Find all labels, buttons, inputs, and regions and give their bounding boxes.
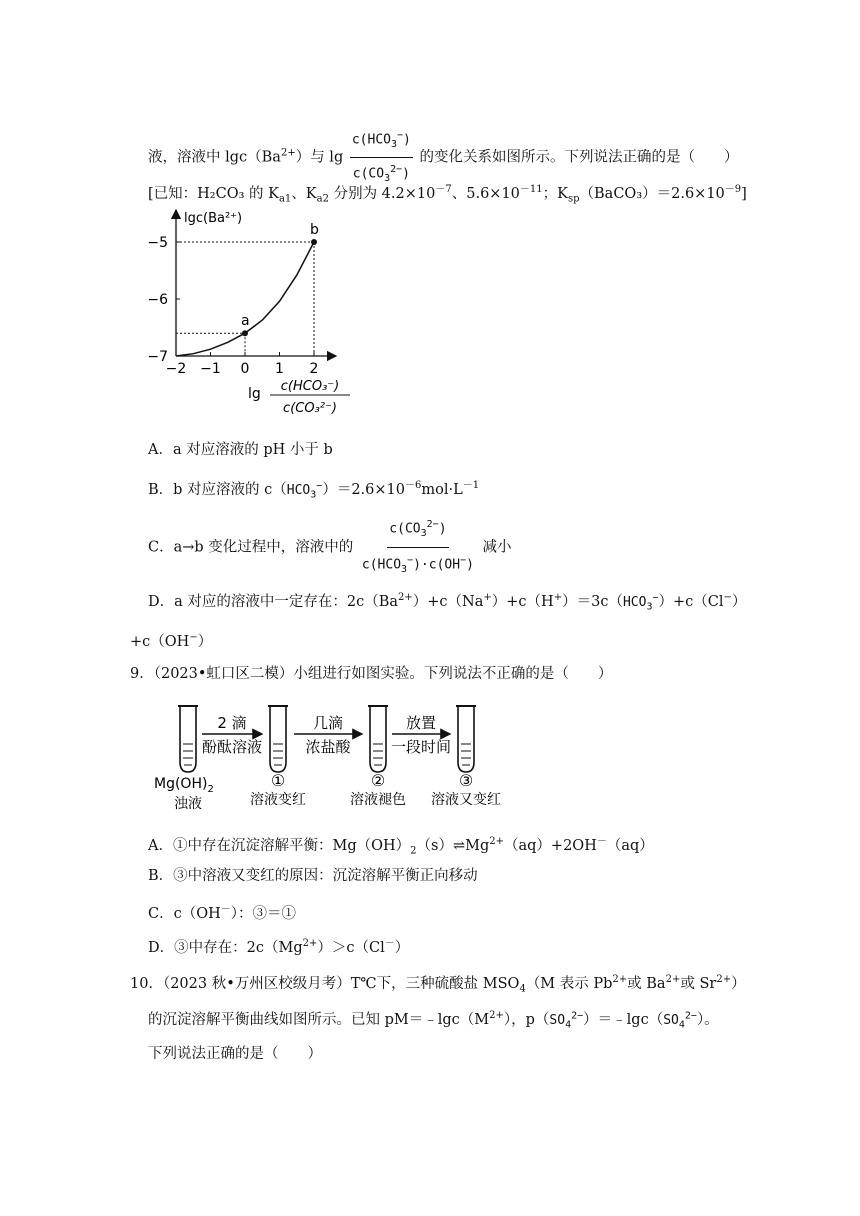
- q8-option-c[interactable]: C．a→b 变化过程中，溶液中的 $\frac{c(CO_3^{2-})}{c(HCO_3^-)\cdot c(OH^-)}$ 减小: [148, 514, 512, 581]
- q9-option-a[interactable]: A．①中存在沉淀溶解平衡：$Mg(OH)_2(s)\rightleftharpoons Mg^{2+}(aq)+2OH^-(aq)$: [148, 836, 654, 857]
- x-tick-label: −2: [165, 361, 187, 377]
- q8-option-b[interactable]: B．b 对应溶液的 $c(HCO_3^-)=2.6\times 10^{-6}mol\cdot L^{-1}$: [148, 480, 480, 501]
- arrow-3-bottom: 一段时间: [390, 738, 452, 756]
- q8-option-d[interactable]: D．a 对应的溶液中一定存在：$2c(Ba^{2+})+c(Na^+)+c(H^+)=3c(HCO_3^-)+c(Cl^-)$: [148, 592, 747, 613]
- tube-2-label: 溶液褪色: [350, 792, 406, 808]
- q9-option-d[interactable]: D．③中存在：$2c(Mg^{2+})>c(Cl^-)$: [148, 938, 410, 956]
- arrow-3-top: 放置: [405, 714, 437, 732]
- q10-stem-3: 下列说法正确的是（ ）: [148, 1046, 322, 1062]
- y-tick-label: −6: [147, 292, 168, 308]
- tube-3-label: 溶液又变红: [431, 792, 501, 808]
- x-tick-label: 2: [309, 361, 319, 377]
- point-b: [311, 239, 317, 245]
- q9-option-c[interactable]: C．c（OH－）：③＝①: [148, 904, 296, 922]
- x-axis-label-num: c(HCO₃⁻): [280, 379, 340, 394]
- y-tick-label: −7: [147, 349, 168, 365]
- q10-stem-2: 的沉淀溶解平衡曲线如图所示。已知 $pM=﹣\lg c(M^{2+})$，$p(SO_4^{2-})=﹣\lg c(SO_4^{2-})$。: [148, 1010, 719, 1031]
- test-tube-1: [268, 706, 288, 772]
- q9-option-b[interactable]: B．③中溶液又变红的原因：沉淀溶解平衡正向移动: [148, 868, 478, 884]
- tube-2-number: ②: [370, 771, 386, 790]
- x-tick-label: 1: [275, 361, 284, 377]
- start-label-2: 浊液: [174, 796, 202, 812]
- x-axis-label-den: c(CO₃²⁻): [283, 401, 337, 416]
- test-tube-start: [178, 706, 198, 772]
- hco3-co3-ratio: $\frac{c(HCO_3^-)}{c(CO_3^{2-})}$: [350, 126, 413, 189]
- tube-1-number: ①: [270, 771, 286, 790]
- arrow-1-bottom: 酚酞溶液: [201, 738, 263, 756]
- x-tick-label: −1: [200, 361, 221, 377]
- test-tube-2: [368, 706, 388, 772]
- q8-option-d-cont: +c（OH−）: [130, 632, 213, 650]
- x-axis-label-lg: lg: [248, 386, 261, 402]
- q9-stem: 9．（2023•虹口区二模）小组进行如图实验。下列说法不正确的是（ ）: [130, 666, 613, 682]
- arrow-2-bottom: 浓盐酸: [305, 738, 351, 756]
- arrow-1-top: 2 滴: [217, 714, 247, 732]
- q8-chart: [140, 206, 360, 426]
- tube-3-number: ③: [458, 771, 474, 790]
- tube-1-label: 溶液变红: [250, 792, 306, 808]
- start-label: $Mg(OH)_2$: [154, 776, 214, 795]
- q9-experiment-figure: [148, 698, 528, 814]
- point-label-a: a: [241, 313, 250, 330]
- test-tube-3: [456, 706, 476, 772]
- point-a: [242, 330, 248, 336]
- q8-known-constants: [已知：H₂CO₃ 的 $K_{a1}$、$K_{a2}$ 分别为 $4.2\times 10^{-7}$、$5.6\times 10^{-11}$；$K_{sp}(BaCO_3)=2.6\times 10^{-9}$]: [148, 184, 747, 205]
- q10-stem-1: 10．（2023 秋•万州区校级月考）T℃下，三种硫酸盐 $MSO_4(M$ 表示 $Pb^{2+}$或 $Ba^{2+}$或 $Sr^{2+}$）: [130, 974, 746, 995]
- y-axis-label: lgc(Ba²⁺): [184, 211, 243, 226]
- q8-stem: 液，溶液中 $\lg c(Ba^{2+})$与 lg $\frac{c(HCO_3^-)}{c(CO_3^{2-})}$ 的变化关系如图所示。下列说法正确的是（ ）: [148, 126, 738, 189]
- x-tick-label: 0: [240, 361, 250, 377]
- q8-option-a[interactable]: A．a 对应溶液的 pH 小于 b: [148, 442, 333, 458]
- arrow-2-top: 几滴: [312, 714, 344, 732]
- point-label-b: b: [310, 222, 319, 238]
- y-tick-label: −5: [147, 235, 168, 251]
